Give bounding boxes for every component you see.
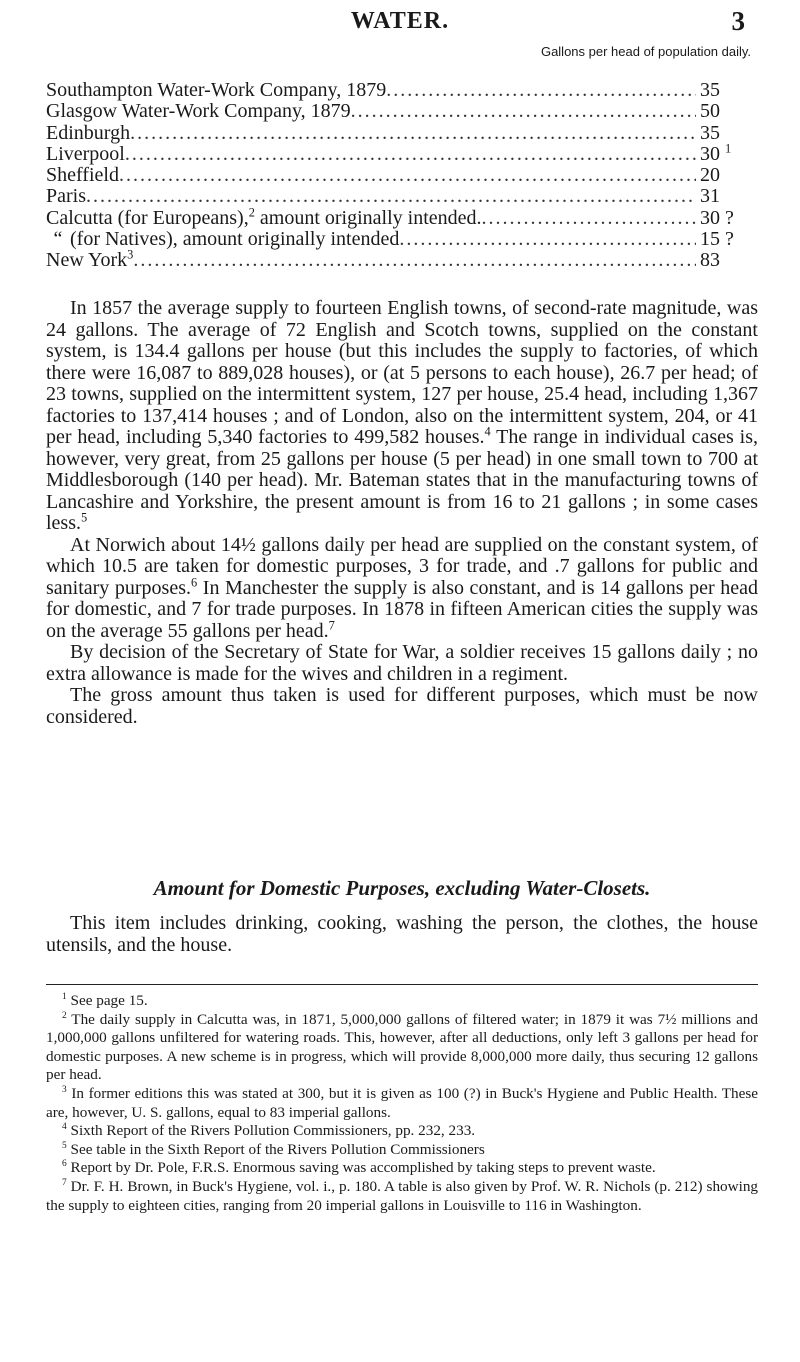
table-caption: Gallons per head of population daily. <box>540 44 752 59</box>
table-row <box>46 205 758 229</box>
table-row <box>46 229 758 250</box>
paragraph: In 1857 the average supply to fourteen English towns, of second-rate magnitude, was 24 gallons. The average of 72 English and Scotch towns, supplied on the constant system, is 134.4 gallons per house (but this includes the supply to factories, of which there were 16,087 to 889,028 houses), or (at 5 persons to each house), 26.7 per head; of 23 towns, supplied on the intermittent system, 127 per house, 25.4 head, including 1,367 factories to 137,414 houses ; and of London, also on the intermittent system, 204, or 41 per head, including 5,340 factories to 499,582 houses.$^4$ The range in individual cases is, however, very great, from 25 gallons per house (5 per head) in one small town to 700 at Middlesborough (140 per head). Mr. Bateman states that in the manufacturing towns of Lancashire and Yorkshire, the present amount is from 16 to 21 gallons ; in some cases less.$^5$ <box>46 297 758 534</box>
footnote: $^2$ The daily supply in Calcutta was, in 1871, 5,000,000 gallons of filtered water; in 1879 it was 7½ millions and 1,000,000 gallons unfiltered for watering roads. This, however, after all deductions, only left 3 gallons per head for domestic purposes. A new scheme is in progress, which will provide 8,000,000 more daily, thus securing 12 gallons per head. <box>46 1010 758 1084</box>
place-name: Edinburgh <box>46 121 131 144</box>
gallons-value: 15 ? <box>700 228 734 251</box>
leader-dots <box>351 101 696 122</box>
section-text <box>46 912 758 956</box>
footnote-ref: 2 <box>248 205 255 220</box>
water-supply-table <box>46 80 758 272</box>
ditto-mark: “ <box>53 228 63 251</box>
body-text <box>46 298 758 728</box>
table-row <box>46 80 758 101</box>
footnotes <box>46 992 758 1215</box>
gallons-value: 30 ? <box>700 206 734 229</box>
footnote-ref: 6 <box>191 574 198 589</box>
paragraph: At Norwich about 14½ gallons daily per head are supplied on the constant system, of which 10.5 are taken for domestic purposes, 3 for trade, and .7 gallons for public and sanitary purposes.$^6$ In Manchester the supply is also constant, and is 14 gallons per head for domestic, and 7 for trade purposes. In 1878 in fifteen American cities the supply was on the average 55 gallons per head.$^7$ <box>46 533 758 642</box>
leader-dots <box>130 123 696 144</box>
leader-dots <box>386 80 696 101</box>
leader-dots <box>125 144 696 165</box>
gallons-value: 20 <box>700 164 720 187</box>
gallons-value: 83 <box>700 249 720 272</box>
footnote-ref: 5 <box>81 510 88 525</box>
leader-dots <box>86 186 696 207</box>
footnote: $^3$ In former editions this was stated at 300, but it is given as 100 (?) in Buck's Hygiene and Public Health. These are, however, U. S. gallons, equal to 83 imperial gallons. <box>46 1084 758 1121</box>
place-name: Glasgow Water-Work Company, 1879 <box>46 100 351 123</box>
table-row <box>46 165 758 186</box>
paragraph: This item includes drinking, cooking, washing the person, the clothes, the house utensils, and the house. <box>46 912 758 956</box>
footnote-ref: 4 <box>484 424 491 439</box>
table-row <box>46 123 758 144</box>
running-title: WATER. <box>350 8 450 34</box>
footnote-divider <box>46 984 758 985</box>
table-row <box>46 101 758 122</box>
gallons-value: 31 <box>700 185 720 208</box>
gallons-value: 50 <box>700 100 720 123</box>
section-heading: Amount for Domestic Purposes, excluding Water-Closets. <box>153 876 651 900</box>
footnote: $^7$ Dr. F. H. Brown, in Buck's Hygiene, vol. i., p. 180. A table is also given by Prof. W. R. Nichols (p. 212) showing the supply to eighteen cities, ranging from 20 imperial gallons in Louisville to 116 in Washington. <box>46 1177 759 1214</box>
footnote: $^4$ Sixth Report of the Rivers Pollution Commissioners, pp. 232, 233. <box>62 1122 476 1140</box>
gallons-value: 35 <box>700 121 720 144</box>
table-row <box>46 141 758 165</box>
table-row <box>46 247 758 272</box>
running-head <box>0 8 800 38</box>
place-name: “ (for Natives), amount originally intended <box>46 229 399 250</box>
footnote-ref: 1 <box>725 141 732 156</box>
footnote: $^1$ See page 15. <box>62 991 148 1009</box>
gallons-value: 30 $^1$ <box>700 141 732 165</box>
leader-dots <box>399 229 696 250</box>
footnote: $^6$ Report by Dr. Pole, F.R.S. Enormous saving was accomplished by taking steps to prevent waste. <box>62 1159 656 1177</box>
place-name: Liverpool <box>46 142 125 165</box>
table-row <box>46 186 758 207</box>
leader-dots <box>482 208 696 229</box>
footnote-ref: 7 <box>328 617 335 632</box>
place-name: New York$^3$ <box>46 247 134 272</box>
page-number: 3 <box>731 6 745 36</box>
gallons-value: 35 <box>700 79 720 101</box>
place-name: Southampton Water-Work Company, 1879 <box>46 79 387 101</box>
footnote: $^5$ See table in the Sixth Report of the Rivers Pollution Commissioners <box>62 1140 485 1158</box>
footnote-ref: 3 <box>127 247 134 262</box>
place-name: Paris <box>46 185 86 208</box>
paragraph: The gross amount thus taken is used for different purposes, which must be now considered. <box>46 684 758 728</box>
place-name: Sheffield <box>46 164 119 187</box>
place-name: Calcutta (for Europeans),$^2$ amount originally intended. <box>46 205 482 229</box>
leader-dots <box>119 165 696 186</box>
leader-dots <box>133 250 696 271</box>
paragraph: By decision of the Secretary of State for War, a soldier receives 15 gallons daily ; no extra allowance is made for the wives and children in a regiment. <box>46 641 758 685</box>
